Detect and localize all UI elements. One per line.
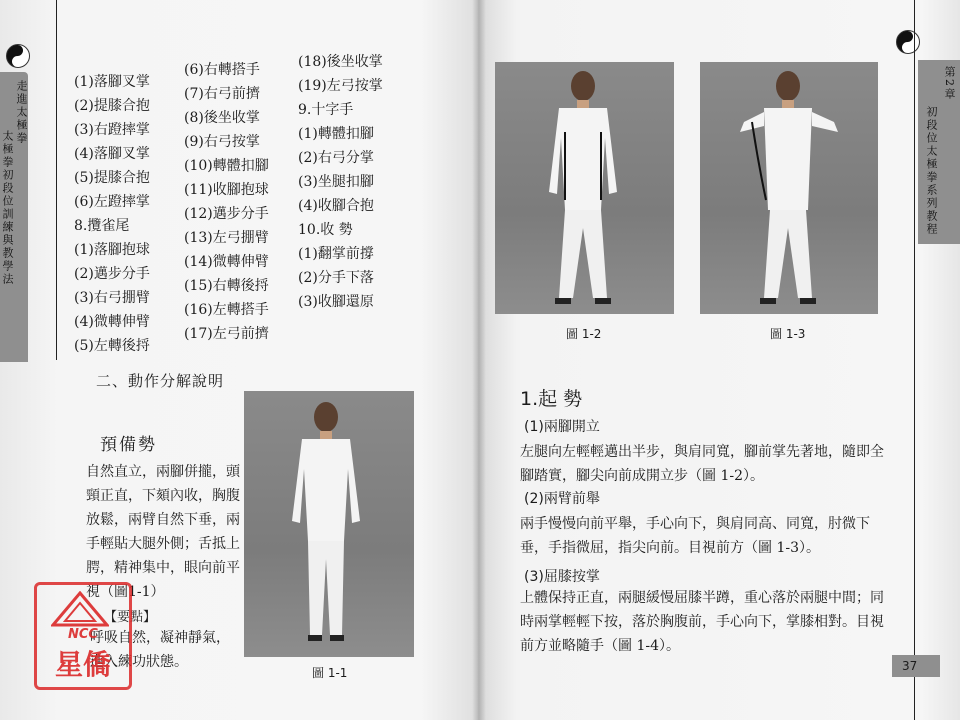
move-list-col1 — [74, 70, 150, 358]
yin-yang-icon — [6, 44, 30, 68]
move-list-item: (7)右弓前擠 — [184, 86, 260, 102]
left-tab-book-title: 走進太極拳 — [15, 80, 28, 145]
yin-yang-icon — [896, 30, 920, 54]
step-paragraph-1: 左腿向左輕輕邁出半步，與肩同寬，腳前掌先著地，隨即全腳踏實，腳尖向前成開立步（圖 1-2）。 — [520, 444, 884, 484]
move-list-item: (3)右蹬摔掌 — [74, 122, 150, 138]
prep-heading: 預備勢 — [100, 435, 157, 455]
move-list-item: (6)左蹬摔掌 — [74, 194, 150, 210]
move-list-item: (4)收腳合抱 — [298, 198, 374, 214]
prep-paragraph: 自然直立，兩腳併攏，頭頸正直，下頦內收，胸腹放鬆，兩臂自然下垂，兩手輕貼大腿外側；舌抵上腭，精神集中，眼向前平視（圖1-1） — [86, 464, 240, 600]
move-list-item: (18)後坐收掌 — [298, 54, 383, 70]
move-list-item: (5)左轉後捋 — [74, 338, 150, 354]
move-list-item: 10.收 勢 — [298, 222, 353, 238]
section-title: 二、動作分解說明 — [96, 372, 225, 390]
move-list-item: (3)收腳還原 — [298, 294, 374, 310]
left-tab-chapter-title: 太極拳初段位訓練與教學法 — [1, 130, 14, 286]
book-gutter — [472, 0, 486, 720]
right-tab-chapter-number: 第2章 — [943, 66, 956, 101]
move-list-item: (19)左弓按掌 — [298, 78, 383, 94]
figure-open-stance-image — [495, 62, 674, 314]
step-sub-heading-3: (3)屈膝按掌 — [524, 569, 600, 585]
right-page — [478, 0, 960, 720]
stamp-name-text: 星僑 — [54, 648, 111, 681]
move-list-item: (14)微轉伸臂 — [184, 254, 269, 270]
move-list-item: (4)微轉伸臂 — [74, 314, 150, 330]
move-list-item: 9.十字手 — [298, 102, 354, 118]
ncc-watermark-stamp — [34, 582, 132, 690]
right-margin-rule — [914, 0, 915, 720]
move-list-item: 8.攬雀尾 — [74, 218, 130, 234]
move-list-item: (4)落腳叉掌 — [74, 146, 150, 162]
move-list-item: (11)收腳抱球 — [184, 182, 269, 198]
step-sub-heading-2: (2)兩臂前舉 — [524, 491, 600, 507]
move-list-item: (12)邁步分手 — [184, 206, 269, 222]
move-list-item: (1)落腳抱球 — [74, 242, 150, 258]
move-list-item: (1)轉體扣腳 — [298, 126, 374, 142]
left-side-tab — [0, 72, 28, 362]
move-list-item: (6)右轉搭手 — [184, 62, 260, 78]
key-points-text: 呼吸自然，凝神靜氣，進入練功狀態。 — [90, 630, 230, 670]
move-list-item: (10)轉體扣腳 — [184, 158, 269, 174]
left-page — [0, 0, 478, 720]
step-title: 1.起 勢 — [520, 388, 583, 410]
figure-arms-raised-image — [700, 62, 878, 314]
move-list-item: (13)左弓掤臂 — [184, 230, 269, 246]
key-points-label: 【要點】 — [104, 610, 157, 625]
move-list-item: (2)邁步分手 — [74, 266, 150, 282]
step-paragraph-3: 上體保持正直，兩腿緩慢屈膝半蹲，重心落於兩腿中間；同時兩掌輕輕下按，落於胸腹前，手心向下，掌膝相對。目視前方並略隨手（圖 1-4）。 — [520, 590, 884, 654]
move-list-item: (9)右弓按掌 — [184, 134, 260, 150]
figure-caption-1-2: 圖 1-2 — [566, 327, 602, 341]
move-list-col2 — [184, 58, 269, 346]
move-list-item: (15)右轉後捋 — [184, 278, 269, 294]
step-sub-heading-1: (1)兩腳開立 — [524, 419, 600, 435]
photo-figure-1-1 — [244, 391, 414, 657]
photo-figure-1-2 — [495, 62, 674, 314]
move-list-item: (17)左弓前擠 — [184, 326, 269, 342]
right-side-tab — [918, 60, 960, 244]
stamp-ncc-text: NCC — [68, 627, 98, 642]
move-list-item: (8)後坐收掌 — [184, 110, 260, 126]
photo-figure-1-3 — [700, 62, 878, 314]
move-list-item: (5)提膝合抱 — [74, 170, 150, 186]
move-list-item: (2)分手下落 — [298, 270, 374, 286]
right-tab-chapter-title: 初段位太極拳系列教程 — [925, 106, 938, 236]
move-list-item: (1)落腳叉掌 — [74, 74, 150, 90]
move-list-item: (3)右弓掤臂 — [74, 290, 150, 306]
figure-caption-1-1: 圖 1-1 — [312, 666, 348, 680]
move-list-item: (2)右弓分掌 — [298, 150, 374, 166]
triangle-logo-icon — [51, 591, 109, 627]
standing-figure-image — [244, 391, 414, 657]
move-list-item: (1)翻掌前撐 — [298, 246, 374, 262]
left-margin-rule — [56, 0, 57, 360]
step-paragraph-2: 兩手慢慢向前平舉，手心向下，與肩同高、同寬，肘微下垂，手指微屈，指尖向前。目視前方（圖 1-3）。 — [520, 516, 870, 556]
page-number: 37 — [892, 655, 940, 677]
figure-caption-1-3: 圖 1-3 — [770, 327, 806, 341]
move-list-item: (16)左轉搭手 — [184, 302, 269, 318]
move-list-col3 — [298, 50, 383, 314]
move-list-item: (3)坐腿扣腳 — [298, 174, 374, 190]
move-list-item: (2)提膝合抱 — [74, 98, 150, 114]
